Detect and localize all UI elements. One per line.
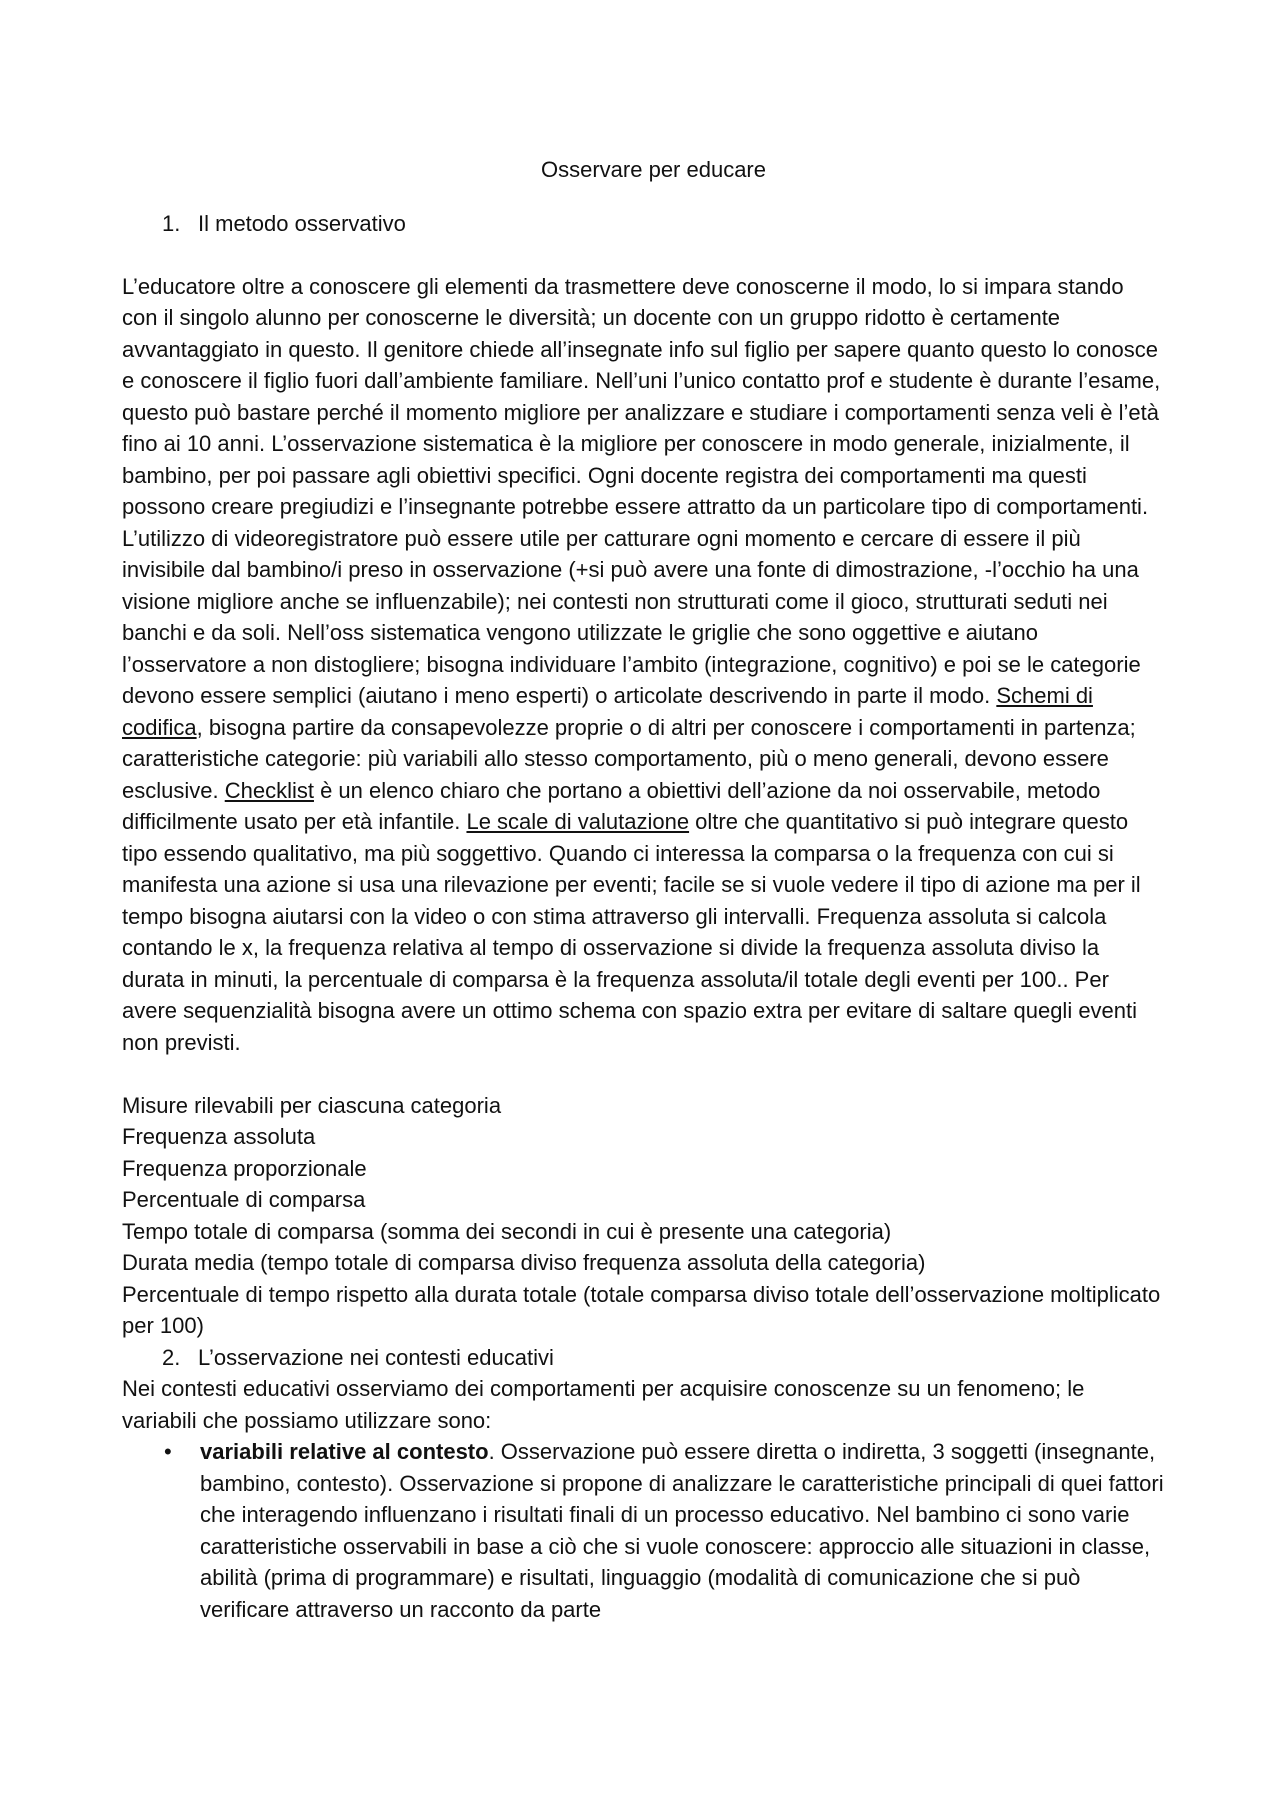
- term-scale-di-valutazione: Le scale di valutazione: [466, 809, 690, 834]
- section-2-heading: [122, 1342, 1165, 1374]
- blank-line: [122, 1058, 1165, 1090]
- variables-list: [122, 1436, 1165, 1625]
- section-2-intro: Nei contesti educativi osserviamo dei comportamenti per acquisire conoscenze su un fenomeno; le variabili che possiamo utilizzare sono:: [122, 1376, 1085, 1433]
- list-item: [122, 1436, 1165, 1625]
- document-title: Osservare per educare: [541, 157, 766, 182]
- paragraph-text: è un elenco chiaro che portano a obiettivi dell’azione da noi osservabile, metodo difficilmente usato per età infantile.: [122, 777, 1101, 834]
- measures-list-item: Percentuale di comparsa: [122, 1187, 366, 1212]
- section-2-number: 2.: [162, 1344, 181, 1370]
- measures-list: [122, 1090, 1165, 1342]
- paragraph-text: oltre che quantitativo si può integrare questo tipo essendo qualitativo, ma più soggettivo. Quando ci interessa la comparsa o la frequenza con cui si manifesta una azione si usa una rilevazione per eventi; facile se si vuole vedere il tipo di azione ma per il tempo bisogna aiutarsi con la video o con stima attraverso gli intervalli. Frequenza assoluta si calcola contando le x, la frequenza relativa al tempo di osservazione si divide la frequenza assoluta diviso la durata in minuti, la percentuale di comparsa è la frequenza assoluta/il totale degli eventi per 100.. Per avere sequenzialità bisogna avere un ottimo schema con spazio extra per evitare di saltare quegli eventi non previsti.: [122, 809, 1141, 1055]
- blank-line: [122, 239, 1165, 271]
- term-schemi-di-codifica: Schemi di codifica: [122, 683, 1093, 740]
- bullet-text: . Osservazione può essere diretta o indiretta, 3 soggetti (insegnante, bambino, contesto). Osservazione si propone di analizzare le caratteristiche principali di quei fattori che interagendo influenzano i risultati finali di un processo educativo. Nel bambino ci sono varie caratteristiche osservabili in base a ciò che si vuole conoscere: approccio alle situazioni in classe, abilità (prima di programmare) e risultati, linguaggio (modalità di comunicazione che si può verificare attraverso un racconto da parte: [200, 1439, 1164, 1622]
- measures-list-item: Misure rilevabili per ciascuna categoria: [122, 1092, 502, 1118]
- measures-list-item: Percentuale di tempo rispetto alla durata totale (totale comparsa diviso totale dell’osservazione moltiplicato per 100): [122, 1281, 1161, 1338]
- section-1-heading: [122, 208, 1165, 240]
- section-1-paragraph: [122, 271, 1165, 1059]
- bullet-term: variabili relative al contesto: [200, 1439, 489, 1464]
- measures-list-item: Frequenza assoluta: [122, 1124, 316, 1149]
- bullet-icon: •: [164, 1439, 172, 1464]
- measures-list-item: Durata media (tempo totale di comparsa diviso frequenza assoluta della categoria): [122, 1250, 926, 1275]
- paragraph-text: L’educatore oltre a conoscere gli elementi da trasmettere deve conoscerne il modo, lo si impara stando con il singolo alunno per conoscerne le diversità; un docente con un gruppo ridotto è certamente avvantaggiato in questo. Il genitore chiede all’insegnate info sul figlio per sapere quanto questo lo conosce e conoscere il figlio fuori dall’ambiente familiare. Nell’uni l’unico contatto prof e studente è durante l’esame, questo può bastare perché il momento migliore per analizzare e studiare i comportamenti senza veli è l’età fino ai 10 anni. L’osservazione sistematica è la migliore per conoscere in modo generale, inizialmente, il bambino, per poi passare agli obiettivi specifici. Ogni docente registra dei comportamenti ma questi possono creare pregiudizi e l’insegnante potrebbe essere attratto da un particolare tipo di comportamenti. L’utilizzo di videoregistratore può essere utile per catturare ogni momento e cercare di essere il più invisibile dal bambino/i preso in osservazione (+si può avere una fonte di dimostrazione, -l’occhio ha una visione migliore anche se influenzabile); nei contesti non strutturati come il gioco, strutturati seduti nei banchi e da soli. Nell’oss sistematica vengono utilizzate le griglie che sono oggettive e aiutano l’osservatore a non distogliere; bisogna individuare l’ambito (integrazione, cognitivo) e poi se le categorie devono essere semplici (aiutano i meno esperti) o articolate descrivendo in parte il modo.: [122, 273, 1161, 708]
- measures-list-item: Frequenza proporzionale: [122, 1155, 367, 1181]
- section-2-title: L’osservazione nei contesti educativi: [198, 1344, 554, 1370]
- term-checklist: Checklist: [224, 777, 314, 803]
- measures-list-item: Tempo totale di comparsa (somma dei secondi in cui è presente una categoria): [122, 1218, 892, 1244]
- paragraph-text: , bisogna partire da consapevolezze proprie o di altri per conoscere i comportamenti in partenza; caratteristiche categorie: più variabili allo stesso comportamento, più o meno generali, devono essere esclusive.: [122, 714, 1136, 803]
- section-1-number: 1.: [162, 210, 181, 236]
- section-1-title: Il metodo osservativo: [198, 210, 406, 236]
